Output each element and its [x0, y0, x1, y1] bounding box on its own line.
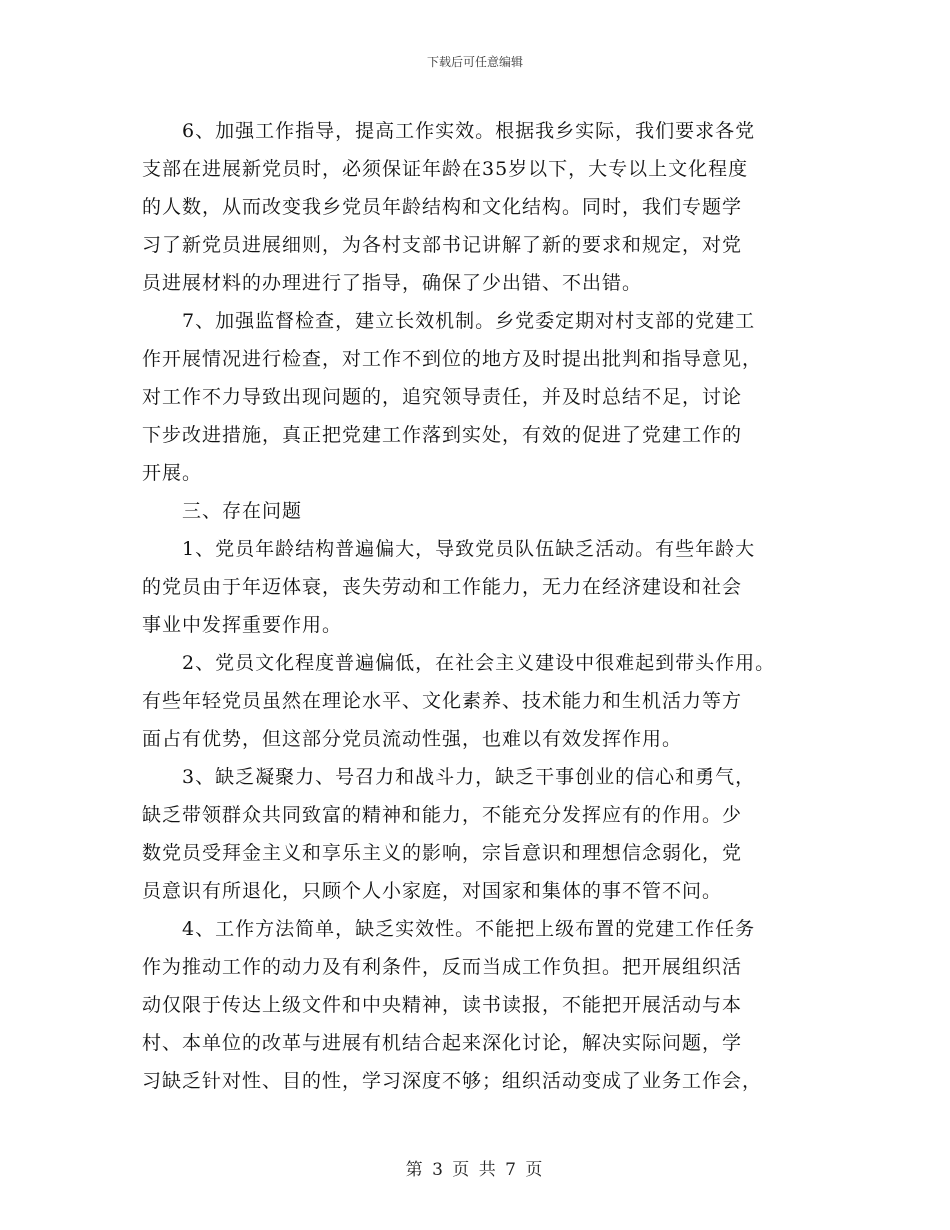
text-line: 4、工作方法简单，缺乏实效性。不能把上级布置的党建工作任务 [182, 918, 756, 940]
paragraph-2 [142, 644, 807, 758]
text-line: 习了新党员进展细则，为各村支部书记讲解了新的要求和规定，对党 [142, 234, 743, 256]
text-line: 作开展情况进行检查，对工作不到位的地方及时提出批判和指导意见， [142, 348, 763, 370]
page-header: 下载后可任意编辑 [426, 55, 523, 69]
text-line: 支部在进展新党员时，必须保证年龄在35岁以下，大专以上文化程度 [142, 158, 749, 180]
text-line: 6、加强工作指导，提高工作实效。根据我乡实际，我们要求各党 [182, 120, 756, 142]
text-line: 有些年轻党员虽然在理论水平、文化素养、技术能力和生机活力等方 [142, 690, 743, 712]
text-line: 事业中发挥重要作用。 [142, 614, 343, 636]
text-line: 习缺乏针对性、目的性，学习深度不够；组织活动变成了业务工作会， [142, 1070, 763, 1092]
paragraph-4 [142, 910, 807, 1100]
paragraph-7 [142, 302, 807, 492]
text-line: 数党员受拜金主义和享乐主义的影响，宗旨意识和理想信念弱化，党 [142, 842, 743, 864]
text-line: 村、本单位的改革与进展有机结合起来深化讨论，解决实际问题，学 [142, 1032, 743, 1054]
text-line: 员进展材料的办理进行了指导，确保了少出错、不出错。 [142, 272, 643, 294]
text-line: 2、党员文化程度普遍偏低，在社会主义建设中很难起到带头作用。 [182, 652, 776, 674]
text-line: 动仅限于传达上级文件和中央精神，读书读报，不能把开展活动与本 [142, 994, 743, 1016]
paragraph-3 [142, 758, 807, 910]
text-line: 3、缺乏凝聚力、号召力和战斗力，缺乏干事创业的信心和勇气， [182, 766, 756, 788]
text-line: 员意识有所退化，只顾个人小家庭，对国家和集体的事不管不问。 [142, 880, 723, 902]
page-number-footer: 第 3 页 共 7 页 [405, 1160, 545, 1180]
text-line: 开展。 [142, 462, 203, 484]
text-line: 对工作不力导致出现问题的，追究领导责任，并及时总结不足，讨论 [142, 386, 743, 408]
document-body [142, 112, 807, 1100]
paragraph-1 [142, 530, 807, 644]
text-line: 的党员由于年迈体衰，丧失劳动和工作能力，无力在经济建设和社会 [142, 576, 743, 598]
text-line: 作为推动工作的动力及有利条件，反而当成工作负担。把开展组织活 [142, 956, 743, 978]
text-line: 下步改进措施，真正把党建工作落到实处，有效的促进了党建工作的 [142, 424, 743, 446]
text-line: 的人数，从而改变我乡党员年龄结构和文化结构。同时，我们专题学 [142, 196, 743, 218]
paragraph-6 [142, 112, 807, 302]
text-line: 缺乏带领群众共同致富的精神和能力，不能充分发挥应有的作用。少 [142, 804, 743, 826]
text-line: 7、加强监督检查，建立长效机制。乡党委定期对村支部的党建工 [182, 310, 756, 332]
section-heading-text: 三、存在问题 [182, 500, 303, 522]
section-heading [142, 492, 807, 530]
text-line: 面占有优势，但这部分党员流动性强，也难以有效发挥作用。 [142, 728, 683, 750]
text-line: 1、党员年龄结构普遍偏大，导致党员队伍缺乏活动。有些年龄大 [182, 538, 756, 560]
